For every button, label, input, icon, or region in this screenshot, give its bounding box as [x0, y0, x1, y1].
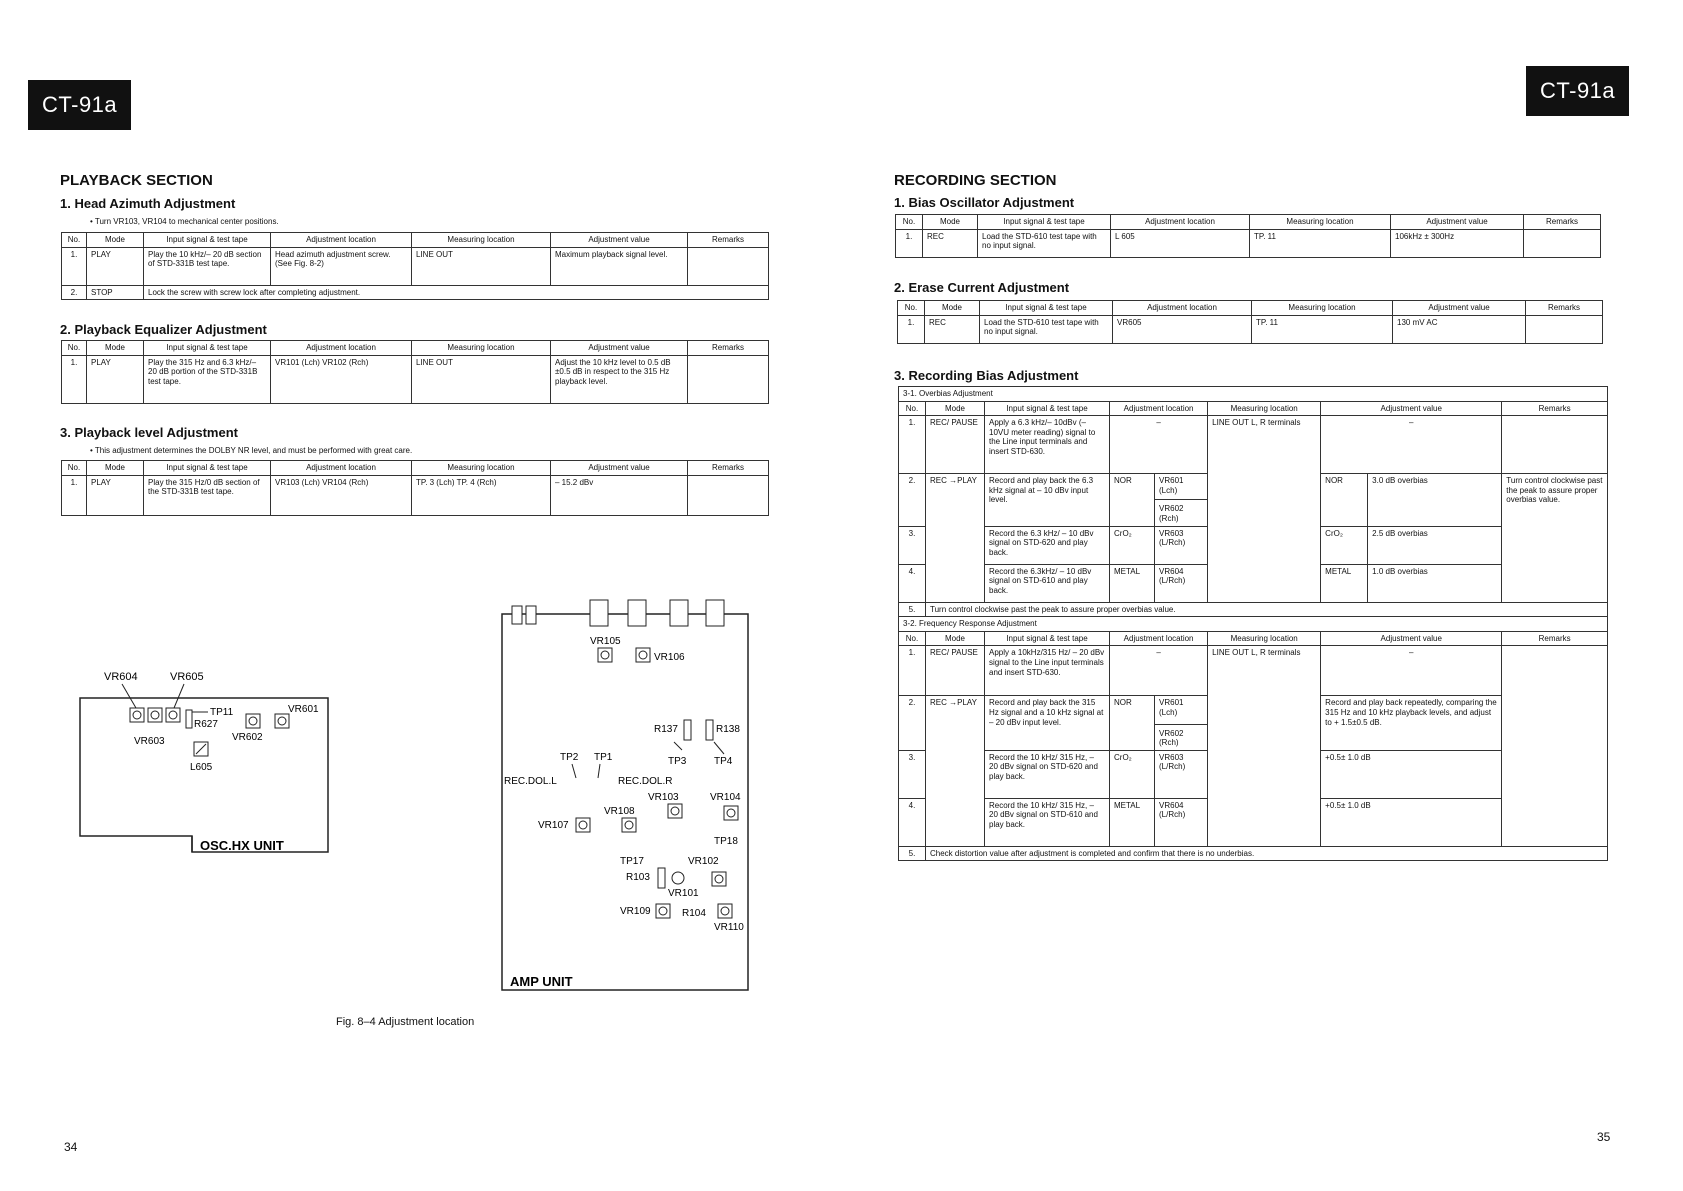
cell: TP. 11	[1252, 315, 1393, 343]
cell: Load the STD-610 test tape with no input signal.	[978, 229, 1111, 257]
cell	[688, 475, 769, 515]
table-row	[62, 285, 769, 300]
label-vr602: VR602	[232, 732, 263, 743]
label-tp1: TP1	[594, 752, 613, 763]
col-header: Adjustment value	[551, 461, 688, 476]
col-header: No.	[62, 233, 87, 248]
right-page	[842, 0, 1683, 1191]
label-r137: R137	[654, 724, 678, 735]
left-page	[0, 0, 841, 1191]
table-row	[899, 387, 1608, 402]
col-header: Input signal & test tape	[978, 215, 1111, 230]
head-azimuth-table	[61, 232, 769, 300]
cell: Turn control clockwise past the peak to assure proper overbias value.	[1502, 474, 1608, 602]
cell: CrO₂	[1321, 526, 1368, 564]
table-row	[899, 646, 1608, 696]
label-vr108: VR108	[604, 806, 635, 817]
subsection-title: 2. Playback Equalizer Adjustment	[60, 322, 267, 337]
cell	[1155, 696, 1208, 750]
subsection-title: 3. Playback level Adjustment	[60, 425, 238, 440]
cell: VR603 (L/Rch)	[1155, 526, 1208, 564]
section-title: RECORDING SECTION	[894, 172, 1057, 189]
col-header: Adjustment location	[271, 341, 412, 356]
col-header: Measuring location	[412, 461, 551, 476]
col-header: Input signal & test tape	[985, 401, 1110, 416]
label-vr604: VR604	[104, 671, 138, 683]
osc-hx-unit-title: OSC.HX UNIT	[200, 838, 284, 853]
cell: VR605	[1113, 315, 1252, 343]
cell: LINE OUT	[412, 355, 551, 403]
cell	[1526, 315, 1603, 343]
cell: PLAY	[87, 475, 144, 515]
model-badge: CT-91a	[28, 80, 131, 130]
subsection-title: 1. Bias Oscillator Adjustment	[894, 195, 1075, 210]
cell: VR604 (L/Rch)	[1155, 798, 1208, 846]
table-row	[62, 355, 769, 403]
cell: 4.	[899, 798, 926, 846]
amp-unit-title: AMP UNIT	[510, 974, 573, 989]
cell: –	[1110, 646, 1208, 696]
label-tp2: TP2	[560, 752, 579, 763]
table-row	[899, 617, 1608, 632]
label-rec-dol-l: REC.DOL.L	[504, 776, 557, 787]
col-header: Input signal & test tape	[144, 461, 271, 476]
cell	[1502, 646, 1608, 846]
cell: METAL	[1321, 564, 1368, 602]
col-header: No.	[898, 301, 925, 316]
recording-bias-table	[898, 386, 1608, 861]
col-header: Adjustment location	[1113, 301, 1252, 316]
cell	[1155, 474, 1208, 526]
col-header: Remarks	[1502, 401, 1608, 416]
cell: –	[1110, 416, 1208, 474]
cell: Check distortion value after adjustment is completed and confirm that there is no underbias.	[926, 846, 1608, 861]
cell: LINE OUT	[412, 247, 551, 285]
cell: NOR	[1110, 474, 1155, 526]
cell: 2.	[899, 696, 926, 750]
col-header: Adjustment value	[1393, 301, 1526, 316]
cell: 1.	[62, 475, 87, 515]
cell: VR603 (L/Rch)	[1155, 750, 1208, 798]
cell: 2.	[62, 285, 87, 300]
cell: VR103 (Lch) VR104 (Rch)	[271, 475, 412, 515]
model-badge: CT-91a	[1526, 66, 1629, 116]
label-tp18: TP18	[714, 836, 738, 847]
col-header: Input signal & test tape	[144, 341, 271, 356]
col-header: Measuring location	[412, 233, 551, 248]
col-header: Remarks	[688, 341, 769, 356]
label-tp3: TP3	[668, 756, 687, 767]
subsection-heading: 3-1. Overbias Adjustment	[899, 387, 1608, 402]
cell: REC →PLAY	[926, 474, 985, 602]
table-row	[899, 416, 1608, 474]
cell: +0.5± 1.0 dB	[1321, 798, 1502, 846]
cell: –	[1321, 646, 1502, 696]
table-row	[62, 475, 769, 515]
cell: PLAY	[87, 247, 144, 285]
label-tp11: TP11	[210, 707, 234, 718]
cell: –	[1321, 416, 1502, 474]
cell	[1502, 416, 1608, 474]
label-r104: R104	[682, 908, 706, 919]
subsection-title: 1. Head Azimuth Adjustment	[60, 196, 236, 211]
table-row	[899, 602, 1608, 617]
cell: Record and play back the 6.3 kHz signal at – 10 dBv input level.	[985, 474, 1110, 526]
label-tp17: TP17	[620, 856, 644, 867]
cell: Record the 6.3 kHz/ – 10 dBv signal on STD-620 and play back.	[985, 526, 1110, 564]
trimmer-row	[130, 708, 180, 722]
cell: Head azimuth adjustment screw. (See Fig. 8-2)	[271, 247, 412, 285]
label-vr103: VR103	[648, 792, 679, 803]
col-header: Mode	[923, 215, 978, 230]
col-header: Adjustment value	[551, 233, 688, 248]
cell: 5.	[899, 846, 926, 861]
cell: Load the STD-610 test tape with no input signal.	[980, 315, 1113, 343]
playback-level-table	[61, 460, 769, 516]
label-vr601: VR601	[288, 704, 319, 715]
cell: STOP	[87, 285, 144, 300]
cell: TP. 3 (Lch) TP. 4 (Rch)	[412, 475, 551, 515]
col-header: No.	[62, 461, 87, 476]
cell	[1524, 229, 1601, 257]
bias-oscillator-table	[895, 214, 1601, 258]
label-vr110: VR110	[714, 922, 744, 933]
cell: 130 mV AC	[1393, 315, 1526, 343]
col-header: Mode	[87, 341, 144, 356]
cell: REC/ PAUSE	[926, 646, 985, 696]
col-header: Measuring location	[412, 341, 551, 356]
cell: – 15.2 dBv	[551, 475, 688, 515]
label-vr105: VR105	[590, 636, 621, 647]
col-header: Input signal & test tape	[985, 631, 1110, 646]
cell: 1.	[899, 416, 926, 474]
cell: Play the 315 Hz/0 dB section of the STD-331B test tape.	[144, 475, 271, 515]
table-header-row	[62, 233, 769, 248]
col-header: Adjustment location	[271, 233, 412, 248]
col-header: No.	[899, 401, 926, 416]
cell: 2.	[899, 474, 926, 526]
col-header: Adjustment location	[271, 461, 412, 476]
cell: REC	[925, 315, 980, 343]
col-header: No.	[62, 341, 87, 356]
cell: L 605	[1111, 229, 1250, 257]
cell-line: VR601 (Lch)	[1159, 698, 1184, 717]
cell: 4.	[899, 564, 926, 602]
label-r138: R138	[716, 724, 740, 735]
table-row	[62, 247, 769, 285]
col-header: Remarks	[1502, 631, 1608, 646]
label-vr603: VR603	[134, 736, 165, 747]
cell: 1.	[896, 229, 923, 257]
cell: VR604 (L/Rch)	[1155, 564, 1208, 602]
section-title: PLAYBACK SECTION	[60, 172, 213, 189]
cell: +0.5± 1.0 dB	[1321, 750, 1502, 798]
col-header: Remarks	[688, 233, 769, 248]
table-row	[898, 315, 1603, 343]
table-row	[896, 229, 1601, 257]
cell: 1.0 dB overbias	[1368, 564, 1502, 602]
col-header: Measuring location	[1250, 215, 1391, 230]
cell: REC	[923, 229, 978, 257]
cell: CrO₂	[1110, 526, 1155, 564]
label-r627: R627	[194, 719, 218, 730]
label-l605: L605	[190, 762, 213, 773]
col-header: Remarks	[1524, 215, 1601, 230]
col-header: Mode	[926, 401, 985, 416]
cell: 1.	[62, 247, 87, 285]
col-header: No.	[899, 631, 926, 646]
cell: LINE OUT L, R terminals	[1208, 416, 1321, 602]
osc-hx-unit-diagram	[70, 660, 340, 860]
cell: METAL	[1110, 798, 1155, 846]
cell	[688, 247, 769, 285]
cell: VR101 (Lch) VR102 (Rch)	[271, 355, 412, 403]
cell-line: VR602 (Rch)	[1155, 724, 1207, 748]
col-header: Adjustment value	[551, 341, 688, 356]
table-header-row	[62, 341, 769, 356]
amp-unit-diagram	[498, 598, 758, 998]
cell: Lock the screw with screw lock after completing adjustment.	[144, 285, 769, 300]
erase-current-table	[897, 300, 1603, 344]
cell: 3.	[899, 526, 926, 564]
label-vr605: VR605	[170, 671, 204, 683]
cell: Record the 10 kHz/ 315 Hz, – 20 dBv signal on STD-610 and play back.	[985, 798, 1110, 846]
col-header: Input signal & test tape	[980, 301, 1113, 316]
label-vr102: VR102	[688, 856, 719, 867]
table-header-row	[899, 631, 1608, 646]
table-header-row	[899, 401, 1608, 416]
page-number: 35	[1597, 1130, 1611, 1144]
cell: 1.	[62, 355, 87, 403]
cell: Record the 10 kHz/ 315 Hz, – 20 dBv signal on STD-620 and play back.	[985, 750, 1110, 798]
playback-eq-table	[61, 340, 769, 404]
label-vr109: VR109	[620, 906, 651, 917]
cell: METAL	[1110, 564, 1155, 602]
figure-caption: Fig. 8–4 Adjustment location	[336, 1016, 475, 1028]
note: • Turn VR103, VR104 to mechanical center positions.	[90, 217, 279, 226]
col-header: Measuring location	[1208, 631, 1321, 646]
cell	[688, 355, 769, 403]
cell: PLAY	[87, 355, 144, 403]
cell: Play the 315 Hz and 6.3 kHz/– 20 dB portion of the STD-331B test tape.	[144, 355, 271, 403]
col-header: Mode	[87, 461, 144, 476]
cell: Adjust the 10 kHz level to 0.5 dB ±0.5 dB in respect to the 315 Hz playback level.	[551, 355, 688, 403]
col-header: Mode	[925, 301, 980, 316]
cell: Turn control clockwise past the peak to assure proper overbias value.	[926, 602, 1608, 617]
cell: LINE OUT L, R terminals	[1208, 646, 1321, 846]
col-header: Adjustment value	[1321, 631, 1502, 646]
subsection-title: 3. Recording Bias Adjustment	[894, 368, 1079, 383]
cell: Maximum playback signal level.	[551, 247, 688, 285]
col-header: Measuring location	[1208, 401, 1321, 416]
subsection-heading: 3-2. Frequency Response Adjustment	[899, 617, 1608, 632]
cell: Apply a 10kHz/315 Hz/ – 20 dBv signal to the Line input terminals and insert STD-630.	[985, 646, 1110, 696]
col-header: Measuring location	[1252, 301, 1393, 316]
col-header: Input signal & test tape	[144, 233, 271, 248]
col-header: Adjustment location	[1111, 215, 1250, 230]
col-header: Adjustment value	[1391, 215, 1524, 230]
col-header: Remarks	[688, 461, 769, 476]
cell: 106kHz ± 300Hz	[1391, 229, 1524, 257]
col-header: Adjustment value	[1321, 401, 1502, 416]
label-vr101: VR101	[668, 888, 699, 899]
label-rec-dol-r: REC.DOL.R	[618, 776, 673, 787]
col-header: Mode	[87, 233, 144, 248]
cell: Record the 6.3kHz/ – 10 dBv signal on STD-610 and play back.	[985, 564, 1110, 602]
col-header: Adjustment location	[1110, 631, 1208, 646]
cell: 2.5 dB overbias	[1368, 526, 1502, 564]
cell-line: VR601 (Lch)	[1159, 476, 1184, 495]
cell: 5.	[899, 602, 926, 617]
cell: CrO₂	[1110, 750, 1155, 798]
col-header: Remarks	[1526, 301, 1603, 316]
cell: Record and play back repeatedly, comparing the 315 Hz and 10 kHz playback levels, and adjust to + 1.5±0.5 dB.	[1321, 696, 1502, 750]
table-row	[899, 846, 1608, 861]
cell: 3.	[899, 750, 926, 798]
cell: Apply a 6.3 kHz/– 10dBv (– 10VU meter reading) signal to the Line input terminals and insert STD-630.	[985, 416, 1110, 474]
page-number: 34	[64, 1140, 78, 1154]
col-header: No.	[896, 215, 923, 230]
label-tp4: TP4	[714, 756, 733, 767]
cell: TP. 11	[1250, 229, 1391, 257]
label-vr104: VR104	[710, 792, 741, 803]
table-header-row	[62, 461, 769, 476]
cell: 1.	[899, 646, 926, 696]
col-header: Mode	[926, 631, 985, 646]
cell: Record and play back the 315 Hz signal and a 10 kHz signal at – 20 dBv input level.	[985, 696, 1110, 750]
table-header-row	[898, 301, 1603, 316]
col-header: Adjustment location	[1110, 401, 1208, 416]
cell-line: VR602 (Rch)	[1155, 499, 1207, 523]
label-r103: R103	[626, 872, 650, 883]
cell: NOR	[1110, 696, 1155, 750]
cell: NOR	[1321, 474, 1368, 526]
cell: REC/ PAUSE	[926, 416, 985, 474]
subsection-title: 2. Erase Current Adjustment	[894, 280, 1070, 295]
label-vr106: VR106	[654, 652, 685, 663]
cell: REC →PLAY	[926, 696, 985, 846]
cell: 1.	[898, 315, 925, 343]
table-header-row	[896, 215, 1601, 230]
label-vr107: VR107	[538, 820, 569, 831]
note: • This adjustment determines the DOLBY NR level, and must be performed with great care.	[90, 446, 413, 455]
cell: Play the 10 kHz/– 20 dB section of STD-331B test tape.	[144, 247, 271, 285]
cell: 3.0 dB overbias	[1368, 474, 1502, 526]
